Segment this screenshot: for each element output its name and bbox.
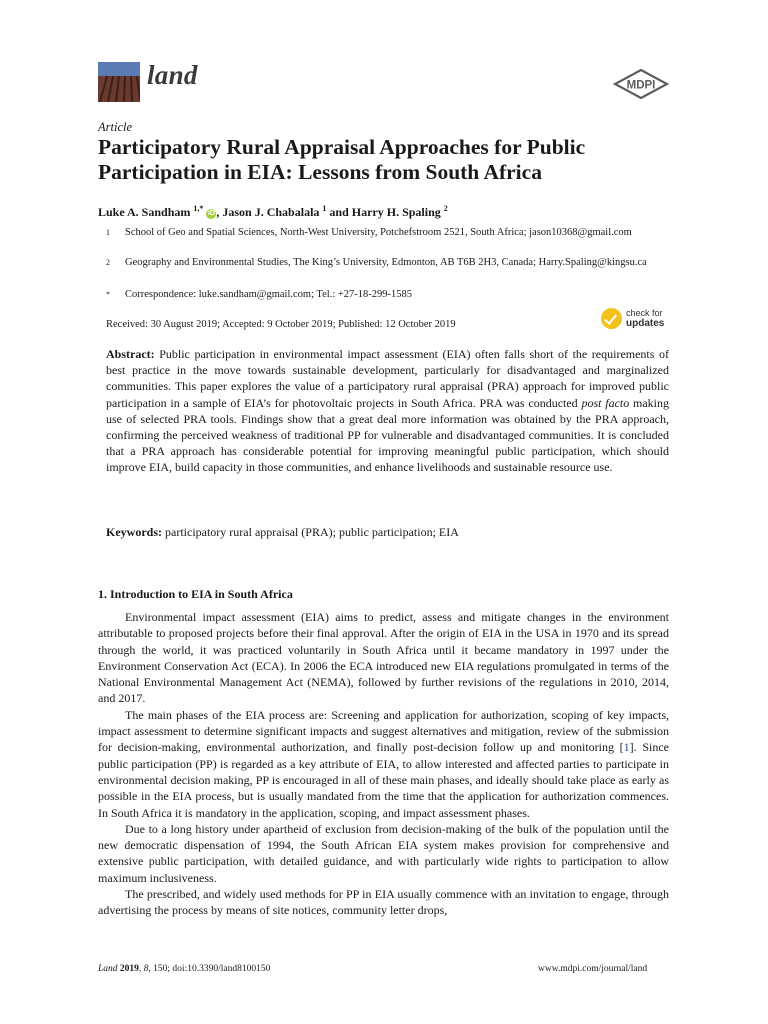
footer-doi: , 150; doi:10.3390/land8100150	[148, 964, 271, 974]
author-name: Luke A. Sandham	[98, 205, 191, 219]
section-heading: 1. Introduction to EIA in South Africa	[98, 587, 293, 601]
author-affiliation-mark: 2	[443, 204, 448, 213]
affiliation-item	[98, 256, 658, 284]
footer-journal: Land	[98, 964, 118, 974]
abstract-text: making use of selected PRA tools. Findings show that a great deal more information was obtained by the PRA approach, confirming the perceived weakness of traditional PP for vulnerable and disadvantaged communities. It is concluded that a PRA approach has considerable potential for improving meaningful public participation, which should improve EIA, build capacity in those communities, and enhance livelihoods and sustainable resource use.	[106, 395, 670, 475]
paper-title: Participatory Rural Appraisal Approaches for Public Participation in EIA: Lessons from South Africa	[98, 135, 586, 184]
keywords	[106, 525, 459, 540]
footer-volume: 8	[143, 964, 149, 974]
author-affiliation-mark: 1,*	[193, 204, 204, 213]
section-body	[98, 609, 669, 919]
affiliation-item	[98, 226, 658, 254]
author-name: Harry H. Spaling	[351, 205, 441, 219]
check-for-updates-badge[interactable]	[601, 307, 673, 333]
mdpi-logo-text: MDPI	[626, 79, 656, 92]
correspondence-text: Correspondence: luke.sandham@gmail.com; Tel.: +27-18-299-1585	[125, 289, 413, 300]
correspondence-item	[98, 288, 658, 302]
citation-link[interactable]: 1	[623, 740, 630, 755]
mdpi-logo-icon	[613, 69, 669, 99]
land-journal-logo-icon	[98, 62, 140, 102]
journal-name: land	[147, 60, 198, 90]
footer-citation: Land 2019, 8, 150; doi:10.3390/land8100150	[98, 964, 271, 974]
paragraph-text: The main phases of the EIA process are: Screening and application for authorization, scoping of key impacts, impact assessment to determine significant impacts and suggest alternatives and mitigation, review of the submission for decision-making, environmental authorization, and finally post-decision follow up and monitoring [	[98, 707, 669, 755]
paragraph	[98, 707, 669, 821]
checkmark-icon	[601, 308, 622, 329]
paragraph: Environmental impact assessment (EIA) aims to predict, assess and mitigate changes in the environment attributable to proposed projects before their final approval. After the origin of EIA in the USA in 1970 and its spread through the world, it was practiced voluntarily in South Africa until it became mandatory in 1997 under the Environment Conservation Act (ECA). In 2006 the ECA introduced new EIA regulations promulgated in terms of the National Environmental Management Act (NEMA), followed by further revisions of the regulations in 2010, 2014, and 2017.	[98, 610, 669, 706]
author-separator: and	[326, 205, 352, 219]
author-list	[98, 204, 448, 220]
author-affiliation-mark: 1	[322, 204, 327, 213]
keywords-text: participatory rural appraisal (PRA); public participation; EIA	[162, 525, 459, 539]
abstract-label: Abstract:	[106, 347, 155, 361]
paragraph: Due to a long history under apartheid of exclusion from decision-making of the bulk of the population until the new democratic dispensation of 1994, the South African EIA system makes provision for comprehensive and extensive public participation, with detailed guidance, and with particularly wide rights to participation to allow maximum inclusiveness.	[98, 821, 669, 885]
abstract-text: Public participation in environmental impact assessment (EIA) often falls short of the requirements of best practice in the move towards sustainable development, particularly for disadvantaged and marginalized communities. This paper explores the value of a participatory rural appraisal (PRA) approach for improved public participation in a sample of EIA’s for photovoltaic projects in South Africa. PRA was conducted	[106, 347, 669, 410]
check-updates-line2: updates	[626, 318, 665, 329]
footer-journal-url[interactable]: www.mdpi.com/journal/land	[538, 964, 648, 974]
affiliation-mark: 2	[106, 258, 110, 267]
author-name: Jason J. Chabalala	[222, 205, 320, 219]
footer-year: 2019	[119, 964, 139, 974]
affiliation-mark: *	[106, 290, 110, 299]
article-type: Article	[98, 120, 133, 134]
publication-dates: Received: 30 August 2019; Accepted: 9 October 2019; Published: 12 October 2019	[106, 319, 456, 330]
keywords-label: Keywords:	[106, 525, 162, 539]
affiliation-text: School of Geo and Spatial Sciences, North-West University, Potchefstroom 2521, South Africa; jason10368@gmail.com	[125, 227, 632, 238]
check-updates-line1: check for	[626, 308, 663, 318]
abstract-italic-text: post facto	[581, 395, 630, 410]
paragraph-text: ]. Since public participation (PP) is regarded as a key attribute of EIA, to allow interested and affected parties to participate in environmental decision making, PP is encouraged in all of these main phases, and ideally should take place as early as possible in the EIA process, but is usually mandated from the time that the application for authorization commences. In South Africa it is mandatory in the application, scoping, and impact assessment phases.	[98, 740, 670, 820]
paragraph: The prescribed, and widely used methods for PP in EIA usually commence with an invitation to engage, through advertising the process by means of site notices, community letter drops,	[98, 887, 669, 918]
author-separator: ,	[216, 205, 223, 219]
orcid-icon[interactable]: iD	[207, 210, 215, 217]
affiliation-mark: 1	[106, 228, 110, 237]
abstract	[106, 346, 669, 476]
affiliation-text: Geography and Environmental Studies, The King’s University, Edmonton, AB T6B 2H3, Canada; Harry.Spaling@kingsu.ca	[125, 257, 647, 268]
